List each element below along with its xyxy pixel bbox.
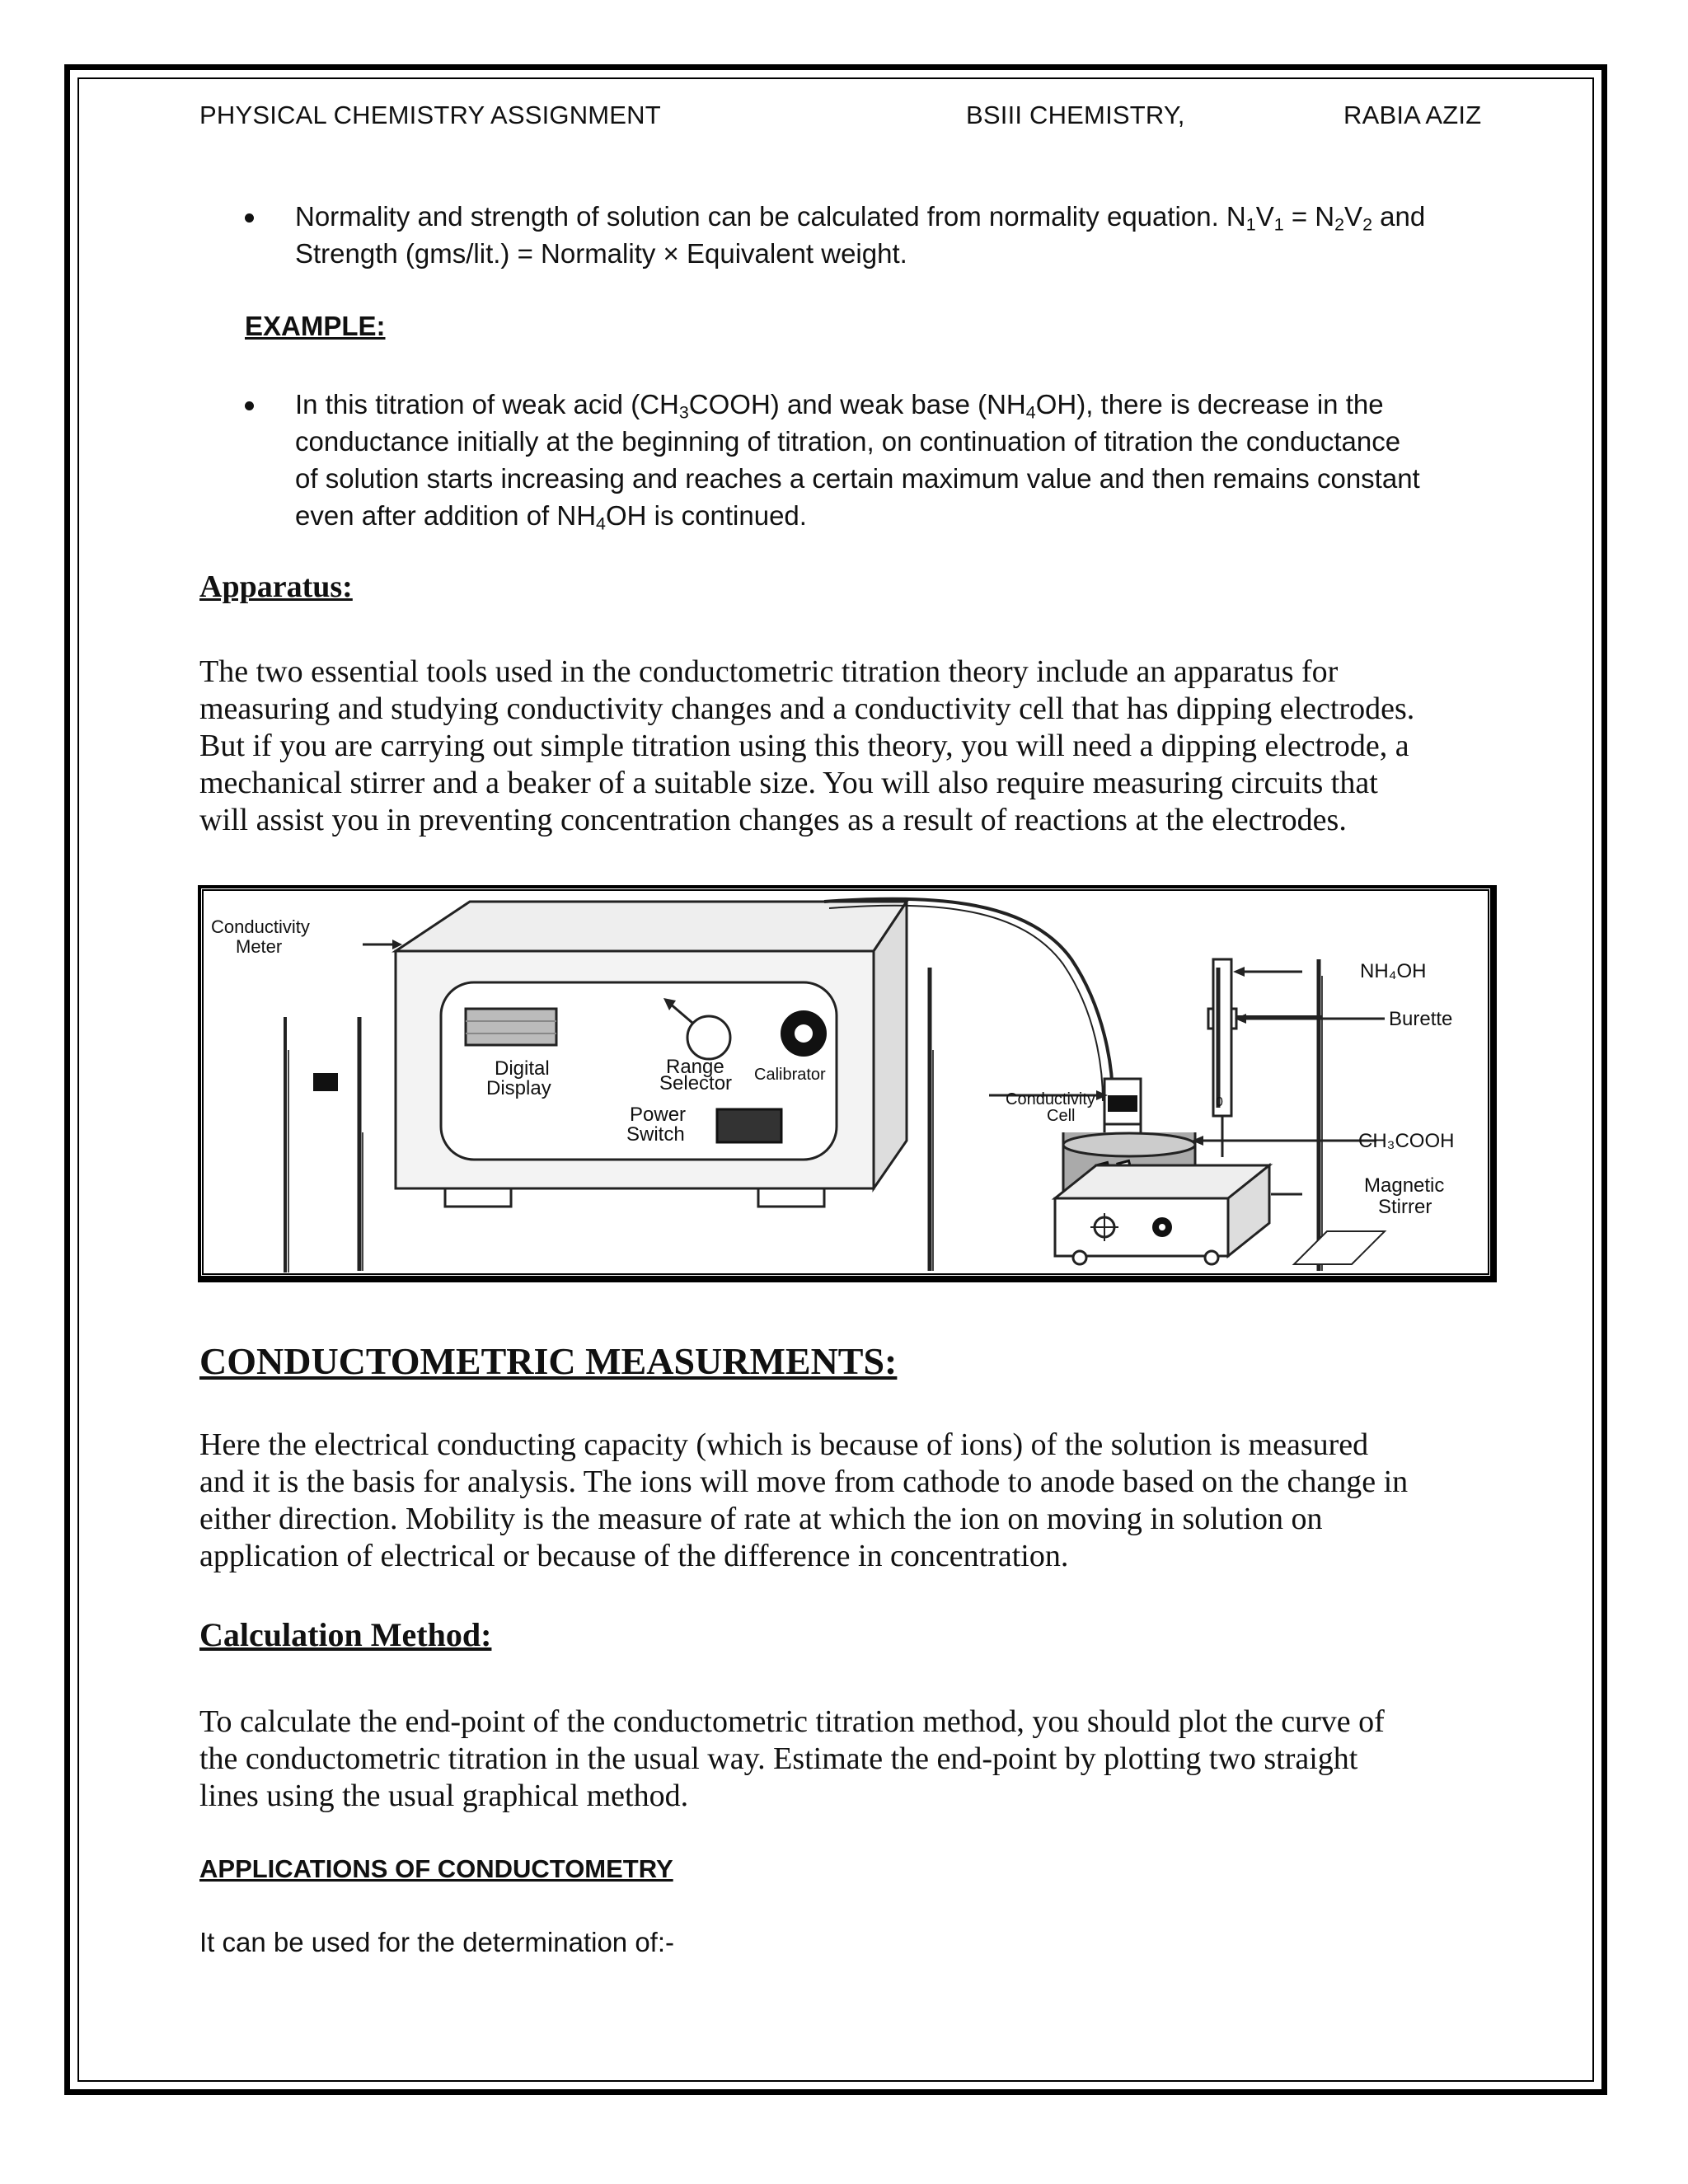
label-ch3cooh: CH₃COOH xyxy=(1358,1130,1455,1152)
label-conductivity-cell: Conductivity xyxy=(1006,1090,1095,1108)
svg-text:Display: Display xyxy=(486,1077,551,1099)
svg-text:Meter: Meter xyxy=(236,936,283,957)
apparatus-diagram xyxy=(198,885,1502,1286)
applications-heading: APPLICATIONS OF CONDUCTOMETRY xyxy=(199,1854,673,1883)
bullet-normality-line1: Normality and strength of solution can be calculated from normality equation. $N_1V_1 = N_2V_2$ and xyxy=(295,201,1426,235)
bullet-dot xyxy=(245,213,254,223)
label-digital-display: Digital xyxy=(495,1057,550,1080)
apparatus-paragraph: The two essential tools used in the conductometric titration theory include an apparatus for measuring and studying conductivity changes and a conductivity cell that has dipping electrodes. But if you are carrying out simple titration using this theory, you will need a dipping electrode, a mechanical stirrer and a beaker of a suitable size. You will also require measuring circuits that will assist you in preventing concentration changes as a result of reactions at the electrodes. xyxy=(199,654,1415,837)
bullet-normality-line2: Strength (gms/lit.) = Normality × Equivalent weight. xyxy=(295,238,907,269)
svg-text:Cell: Cell xyxy=(1047,1107,1076,1125)
calculation-heading: Calculation Method: xyxy=(199,1616,492,1653)
apparatus-heading: Apparatus: xyxy=(199,569,353,604)
calculation-paragraph: To calculate the end-point of the conductometric titration method, you should plot the curve of the conductometric titration in the usual way. Estimate the end-point by plotting two straight lines using the usual graphical method. xyxy=(199,1704,1385,1813)
bullet-example: In this titration of weak acid $(CH_3COOH)$ and weak base $(NH_4OH)$, there is decrease in the conductance initially at the beginning of titration, on continuation of titration the conductance of solution starts increasing and reaches a certain maximum value and then remains constant even after addition of $NH_4OH$ is continued. xyxy=(295,389,1420,534)
apparatus-figure xyxy=(198,885,1502,1286)
label-range-selector: Range xyxy=(666,1056,724,1078)
bullet-dot xyxy=(245,401,254,410)
svg-text:Stirrer: Stirrer xyxy=(1378,1196,1432,1218)
label-magnetic-stirrer: Magnetic xyxy=(1364,1174,1445,1197)
label-nh4oh: NH₄OH xyxy=(1360,960,1427,982)
svg-text:Switch: Switch xyxy=(626,1123,685,1146)
header-center: BSIII CHEMISTRY, xyxy=(966,101,1185,129)
applications-intro: It can be used for the determination of:- xyxy=(199,1927,675,1957)
svg-text:Selector: Selector xyxy=(659,1072,733,1094)
example-heading: EXAMPLE: xyxy=(245,311,386,341)
bullet-normality xyxy=(295,198,1482,272)
label-power-switch: Power xyxy=(630,1104,687,1126)
label-burette: Burette xyxy=(1389,1008,1453,1030)
measurements-heading: CONDUCTOMETRIC MEASURMENTS: xyxy=(199,1340,898,1382)
header-right: RABIA AZIZ xyxy=(1343,101,1482,129)
label-calibrator: Calibrator xyxy=(754,1066,826,1084)
label-conductivity-meter: Conductivity xyxy=(211,916,310,937)
header-left: PHYSICAL CHEMISTRY ASSIGNMENT xyxy=(199,101,661,129)
measurements-paragraph: Here the electrical conducting capacity (which is because of ions) of the solution is measured and it is the basis for analysis. The ions will move from cathode to anode based on the change in either direction. Mobility is the measure of rate at which the ion on moving in solution on application of electrical or because of the difference in concentration. xyxy=(199,1427,1409,1573)
label-zero: 0 xyxy=(1216,1095,1223,1109)
